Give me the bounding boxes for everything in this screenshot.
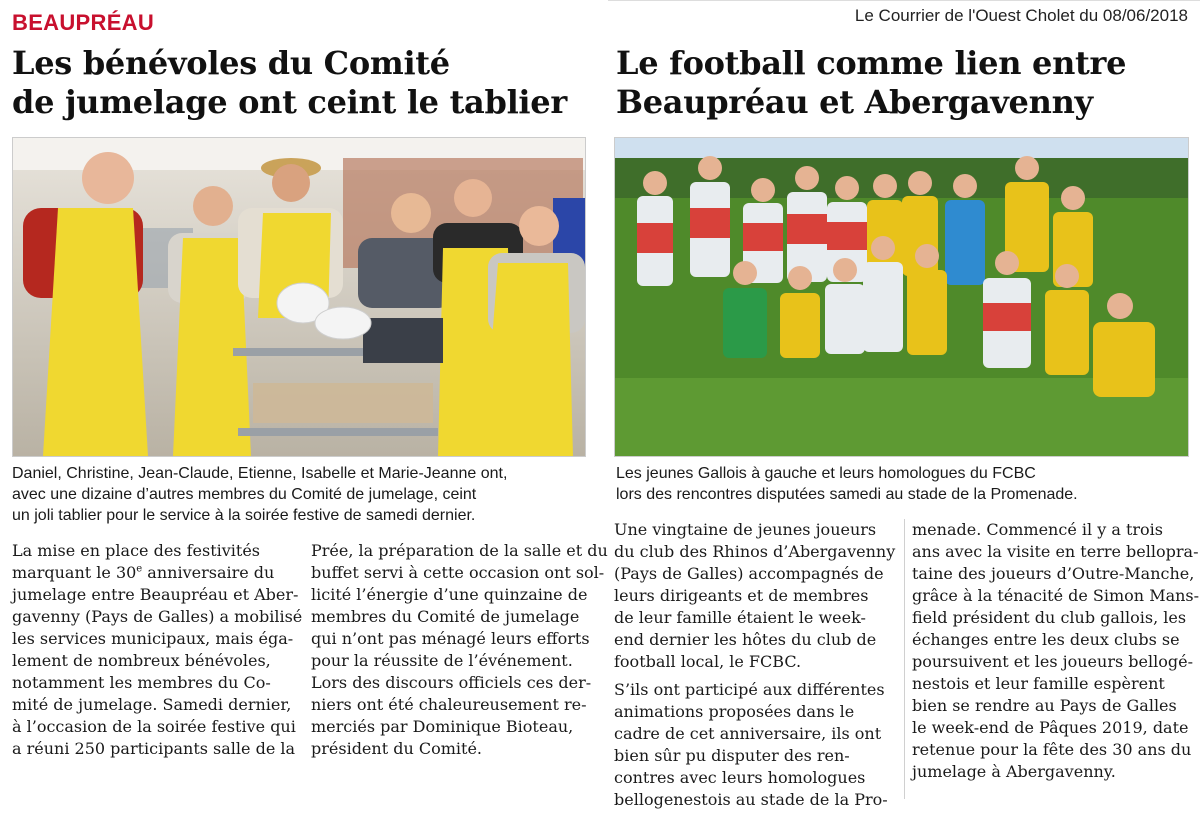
body-line: field président du club gallois, les: [912, 608, 1187, 627]
body-line: La mise en place des festivités: [12, 541, 260, 560]
body-line: nestois et leur famille espèrent: [912, 674, 1165, 693]
body-line: menade. Commencé il y a trois: [912, 520, 1163, 539]
body-line: les services municipaux, mais éga-: [12, 629, 294, 648]
body-line: buffet servi à cette occasion ont sol-: [311, 563, 605, 582]
body-line: jumelage entre Beaupréau et Aber-: [12, 585, 299, 604]
body-line: bien sûr pu disputer des ren-: [614, 746, 850, 765]
body-line: contres avec leurs homologues: [614, 768, 866, 787]
caption-line: Daniel, Christine, Jean-Claude, Etienne, Isabelle et Marie-Jeanne ont,: [12, 465, 508, 482]
caption-line: un joli tablier pour le service à la soirée festive de samedi dernier.: [12, 507, 476, 524]
left-body-column-2: [311, 540, 608, 760]
caption-line: Les jeunes Gallois à gauche et leurs homologues du FCBC: [616, 465, 1036, 482]
body-line: football local, le FCBC.: [614, 652, 802, 671]
section-label: BEAUPRÉAU: [12, 10, 155, 35]
body-line: Prée, la préparation de la salle et du: [311, 541, 608, 560]
body-line: leurs dirigeants et de membres: [614, 586, 869, 605]
body-line: membres du Comité de jumelage: [311, 607, 580, 626]
right-photo-caption: [616, 463, 1186, 505]
football-team-photo: [614, 137, 1189, 457]
right-body-column-2: [912, 519, 1200, 783]
caption-line: avec une dizaine d’autres membres du Comité de jumelage, ceint: [12, 486, 477, 503]
body-line: pour la réussite de l’événement.: [311, 651, 573, 670]
volunteers-photo: [12, 137, 586, 457]
body-line: marquant le 30e anniversaire du: [12, 563, 275, 582]
source-citation: Le Courrier de l'Ouest Cholet du 08/06/2018: [854, 6, 1188, 25]
body-line: le week-end de Pâques 2019, date: [912, 718, 1189, 737]
body-line: à l’occasion de la soirée festive qui: [12, 717, 296, 736]
body-line: niers ont été chaleureusement re-: [311, 695, 587, 714]
body-line: merciés par Dominique Bioteau,: [311, 717, 574, 736]
right-headline-line: Le football comme lien entre: [616, 44, 1127, 82]
body-line: retenue pour la fête des 30 ans du: [912, 740, 1192, 759]
body-line: poursuivent et les joueurs bellogé-: [912, 652, 1193, 671]
body-line: lement de nombreux bénévoles,: [12, 651, 271, 670]
body-line: de leur famille étaient le week-: [614, 608, 866, 627]
body-line: échanges entre les deux clubs se: [912, 630, 1180, 649]
body-line: taine des joueurs d’Outre-Manche,: [912, 564, 1195, 583]
body-line: animations proposées dans le: [614, 702, 855, 721]
right-headline-line: Beaupréau et Abergavenny: [616, 83, 1093, 121]
body-line: end dernier les hôtes du club de: [614, 630, 877, 649]
body-line: qui n’ont pas ménagé leurs efforts: [311, 629, 590, 648]
body-line: cadre de cet anniversaire, ils ont: [614, 724, 882, 743]
body-line: président du Comité.: [311, 739, 482, 758]
caption-line: lors des rencontres disputées samedi au stade de la Promenade.: [616, 486, 1078, 503]
right-headline: [616, 44, 1126, 122]
left-body-column-1: [12, 540, 303, 760]
superscript-e: e: [136, 563, 143, 575]
body-line: notamment les membres du Co-: [12, 673, 271, 692]
body-line: Lors des discours officiels ces der-: [311, 673, 592, 692]
body-line: du club des Rhinos d’Abergavenny: [614, 542, 896, 561]
body-line: Une vingtaine de jeunes joueurs: [614, 520, 877, 539]
body-line: a réuni 250 participants salle de la: [12, 739, 296, 758]
body-line: gavenny (Pays de Galles) a mobilisé: [12, 607, 303, 626]
body-line: licité l’énergie d’une quinzaine de: [311, 585, 588, 604]
column-divider: [904, 519, 905, 799]
body-line: jumelage à Abergavenny.: [912, 762, 1116, 781]
body-line: bien se rendre au Pays de Galles: [912, 696, 1177, 715]
body-line: ans avec la visite en terre bellopra-: [912, 542, 1199, 561]
left-headline-line: de jumelage ont ceint le tablier: [12, 83, 567, 121]
left-headline-line: Les bénévoles du Comité: [12, 44, 450, 82]
top-divider: [608, 0, 1200, 1]
left-photo-caption: [12, 463, 592, 526]
body-line: mité de jumelage. Samedi dernier,: [12, 695, 292, 714]
left-headline: [12, 44, 567, 122]
body-line: grâce à la ténacité de Simon Mans-: [912, 586, 1200, 605]
body-line: (Pays de Galles) accompagnés de: [614, 564, 884, 583]
body-line: bellogenestois au stade de la Pro-: [614, 790, 888, 809]
right-body-column-1: [614, 519, 896, 811]
body-line: S’ils ont participé aux différentes: [614, 680, 885, 699]
